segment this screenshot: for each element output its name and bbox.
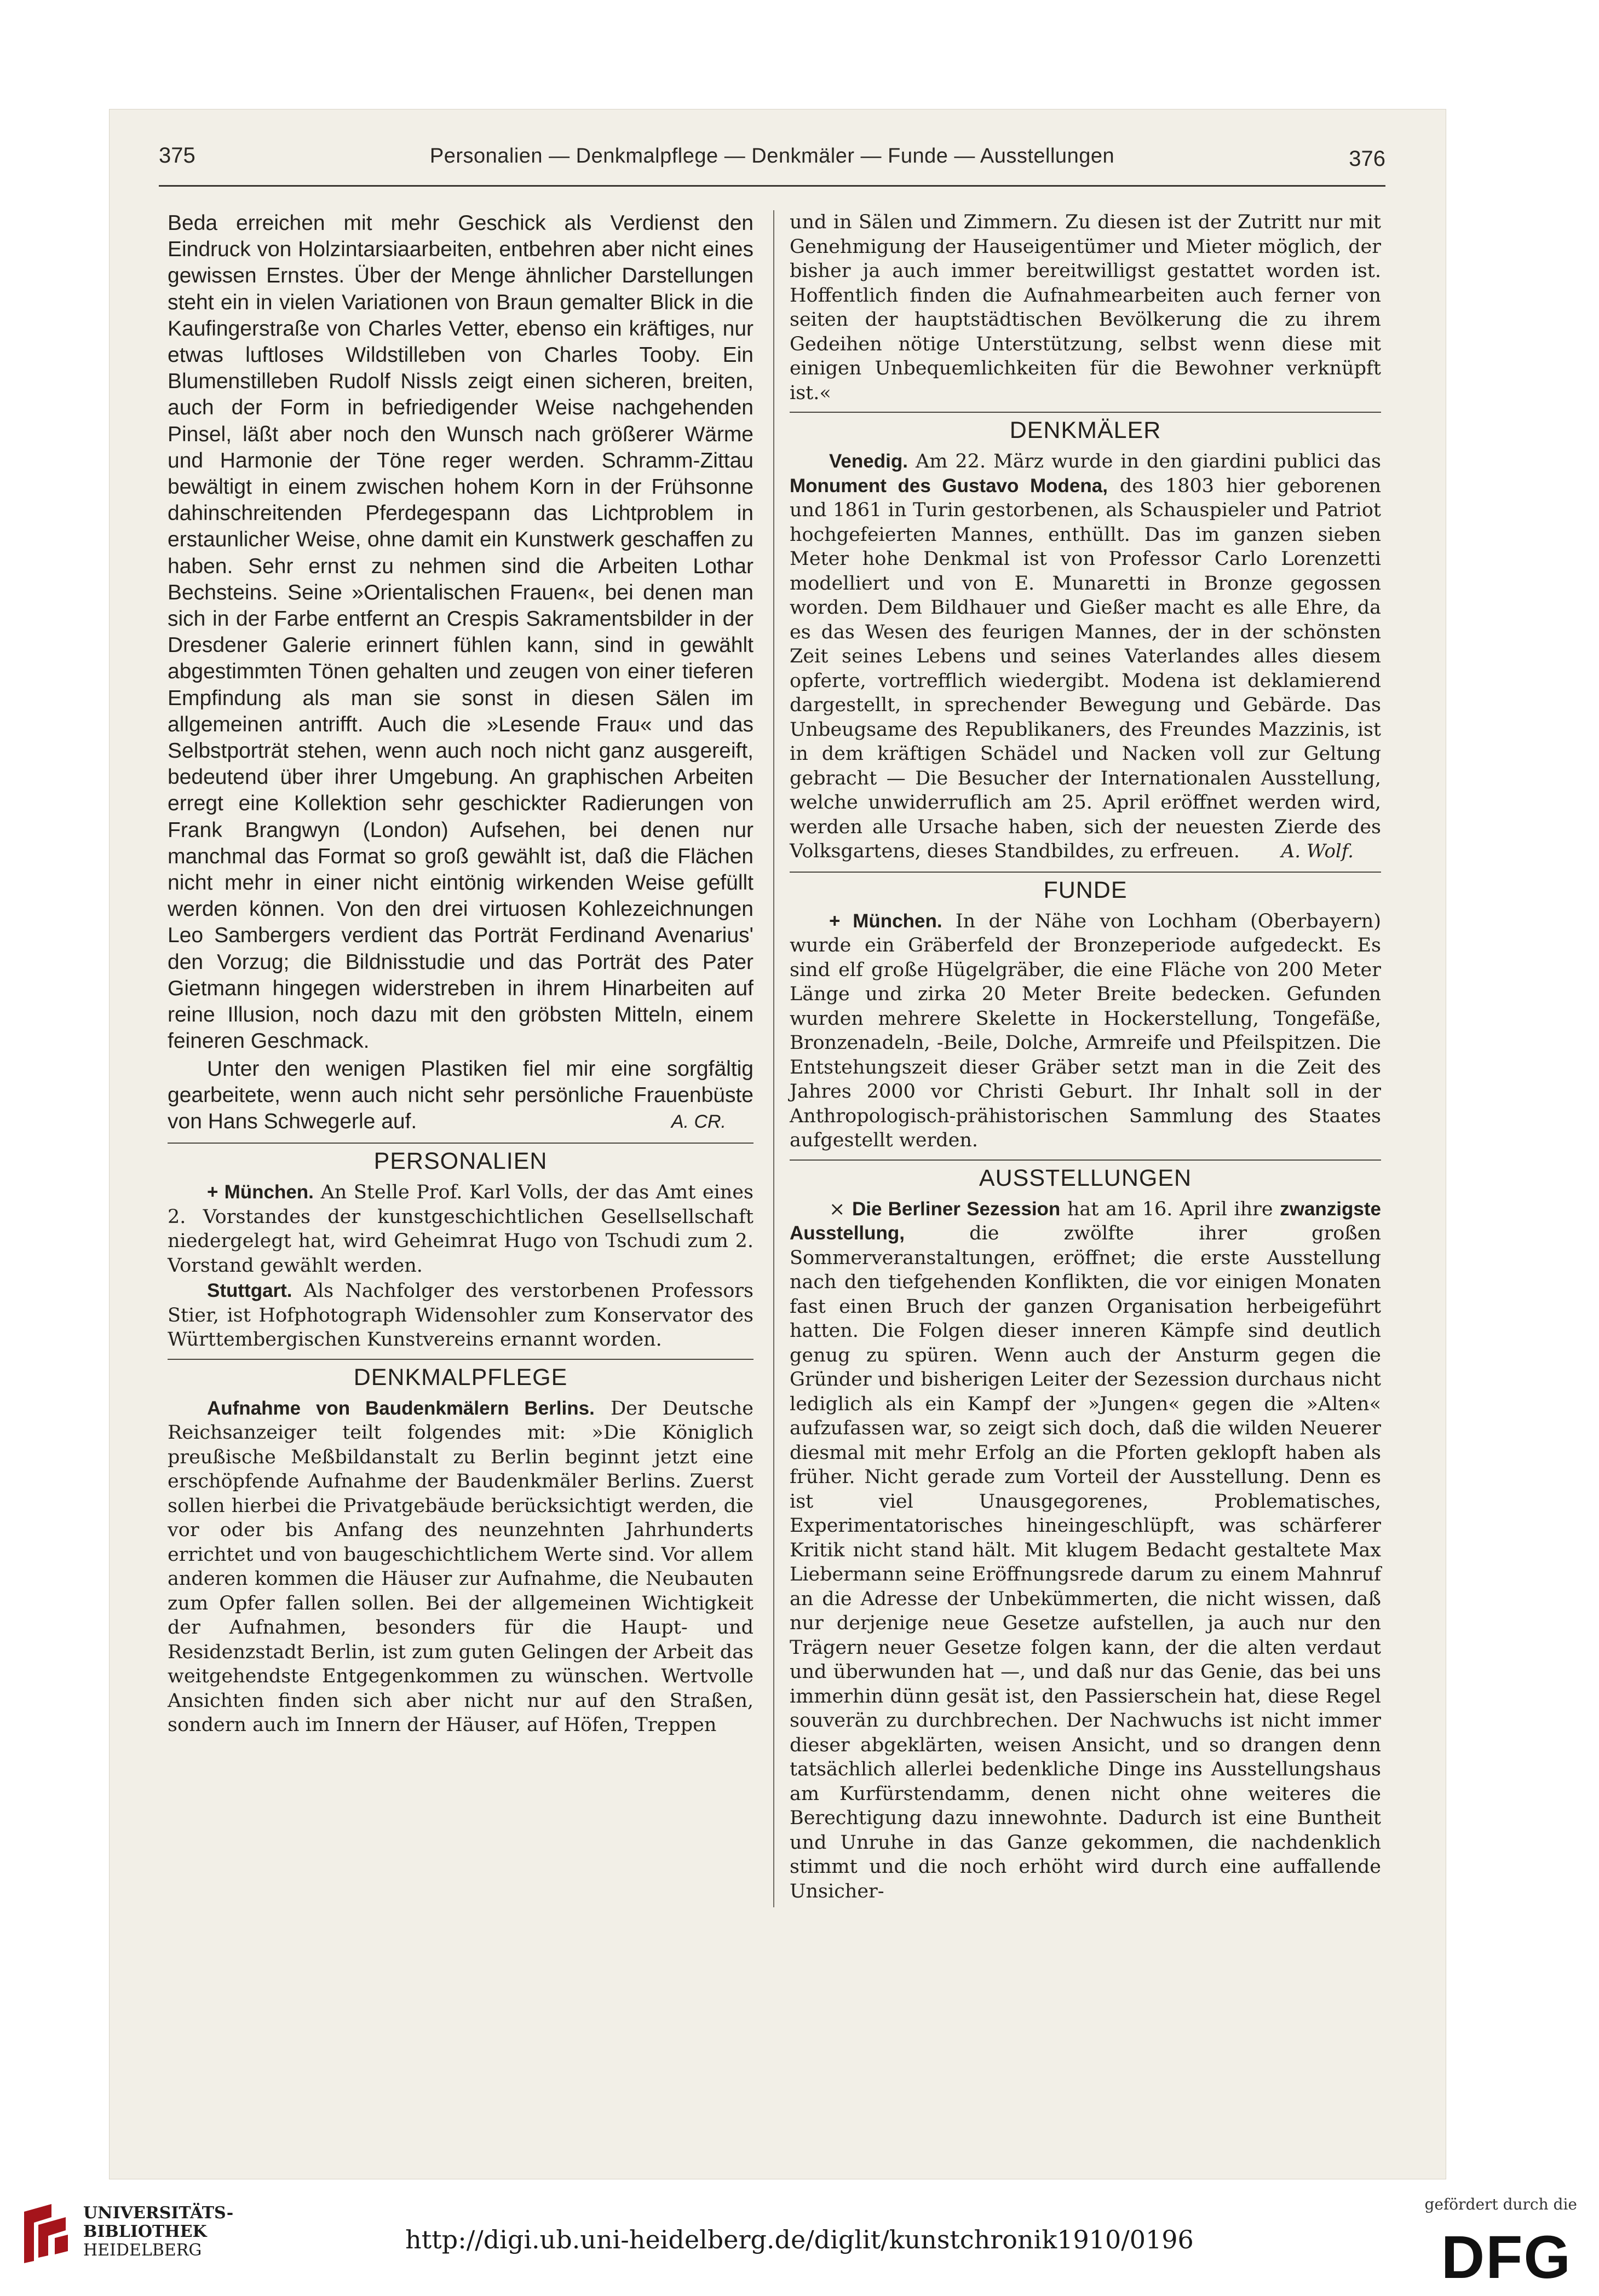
entry-lead-venedig: Venedig.	[829, 451, 908, 472]
section-rule	[790, 412, 1381, 413]
page-number-right: 376	[1349, 147, 1385, 171]
page-header	[159, 142, 1385, 175]
source-url-link[interactable]: http://digi.ub.uni-heidelberg.de/diglit/kunstchronik1910/0196	[405, 2225, 1194, 2254]
entry-text-venedig-a: Am 22. März wurde in den giardini publici das	[915, 451, 1381, 472]
library-name-line2: BIBLIOTHEK	[83, 2222, 207, 2241]
entry-text-muenchen: An Stelle Prof. Karl Volls, der das Amt eines 2. Vorstandes der kunstgeschichtlichen Gesellsellschaft niedergelegt hat, wird Geheimrat Hugo von Tschudi zum 2. Vorstand gewählt werden.	[168, 1181, 754, 1277]
entry-lead-funde-muenchen: + München.	[829, 910, 942, 932]
right-continuation: und in Sälen und Zimmern. Zu diesen ist der Zutritt nur mit Genehmigung der Hauseigentümer und Mieter möglich, der bisher ja auch immer bereitwilligst gestattet worden ist. Hoffentlich finden die Aufnahmearbeiten auch ferner von seiten der hauptstädtischen Bevölkerung die zu ihrem Gedeihen nötige Unterstützung, selbst wenn diese mit einigen Unbequemlichkeiten für die Bewohner verknüpft ist.«	[790, 211, 1381, 404]
left-paragraph-2-text: Unter den wenigen Plastiken fiel mir eine sorgfältig gearbeitete, wenn auch nicht sehr persönliche Frauenbüste von Hans Schwegerle auf.	[168, 1057, 754, 1133]
section-title-ausstellungen: AUSSTELLUNGEN	[979, 1164, 1192, 1191]
section-rule	[790, 872, 1381, 873]
section-title-personalien: PERSONALIEN	[373, 1148, 548, 1175]
denkmalpflege-entry	[168, 1397, 754, 1738]
left-paragraph-1: Beda erreichen mit mehr Geschick als Verdienst den Eindruck von Holzintarsiaarbeiten, entbehren aber nicht eines gewissen Ernstes. Über der Menge ähnlicher Darstellungen steht ein in vielen Variationen von Braun gemalter Blick in die Kaufingerstraße von Charles Vetter, ebenso ein kräftiges, nur etwas luftloses Wildstilleben von Charles Tooby. Ein Blumenstilleben Rudolf Nissls zeigt einen sicheren, breiten, auch der Form in befriedigender Weise nachgehenden Pinsel, läßt aber noch den Wunsch nach größerer Wärme und Harmonie der Töne reger werden. Schramm-Zittau bewältigt in einem zwischen hohem Korn in der Frühsonne dahinschreitenden Pferdegespann das Lichtproblem in erstaunlicher Weise, ohne damit ein Kunstwerk geschaffen zu haben. Sehr ernst zu nehmen sind die Arbeiten Lothar Bechsteins. Seine »Orientalischen Frauen«, bei denen man sich in der Farbe entfernt an Crespis Sakramentsbilder in der Dresdener Galerie erinnert fühlen kann, sind in gewählt abgestimmten Tönen gehalten und zeugen von einer tieferen Empfindung als man sie sonst in diesen Sälen im allgemeinen antrifft. Auch die »Lesende Frau« und das Selbstporträt stehen, wenn auch noch nicht ganz ausgereift, bedeutend über ihrer Umgebung. An graphischen Arbeiten erregt eine Kollektion sehr geschickter Radierungen von Frank Brangwyn (London) Aufsehen, bei denen nur manchmal das Format so groß gewählt ist, daß die Flächen nicht mehr in einer nicht eintönig wirkenden Weise gefüllt werden können. Von den drei virtuosen Kohlezeichnungen Leo Sambergers verdient das Porträt Ferdinand Avenarius' den Vorzug; die Bildnisstudie und das Porträt des Pater Gietmann hingegen widerstreben in ihrem Hinarbeiten auf reine Illusion, noch dazu mit den gröbsten Mitteln, einem feineren Geschmack.	[168, 211, 754, 1053]
signature-wolf: A. Wolf.	[1281, 840, 1354, 862]
entry-text-sezession-b: die zwölfte ihrer großen Sommerveranstaltungen, eröffnet; die erste Ausstellung nach den tiefgehenden Konflikten, die vor einigen Monaten fast einen Bruch der ganzen Organisation herbeigeführt hatten. Die Folgen dieser inneren Kämpfe sind deutlich genug zu spüren. Wenn auch der Ansturm gegen die Gründer und bisherigen Leiter der Sezession durchaus nicht lediglich als ein Kampf der »Jungen« gegen die »Alten« aufzufassen war, so zeigt sich doch, daß die wilden Neuerer diesmal mit mehr Erfolg an die Pforten geklopft haben als früher. Nicht gerade zum Vorteil der Ausstellung. Denn es ist viel Unausgegorenes, Problematisches, Experimentatorisches hineingeschlüpft, was schärferer Kritik nicht stand hält. Mit klugem Bedacht gestaltete Max Liebermann seine Eröffnungsrede darum zu einem Mahnruf an die Adresse der Unbekümmerten, die nicht wissen, daß nur derjenige neue Gesetze aufstellen, ja auch nur den Trägern neuer Gesetze folgen kann, der die alten verdaut und überwunden hat —, und daß nur das Genie, das bei uns immerhin dünn gesät ist, den Passierschein hat, diese Regel souverän zu durchbrechen. Der Nachwuchs ist nicht immer dieser abgeklärten, weisen Ansicht, und so drangen denn tatsächlich allerlei bedenkliche Dinge ins Ausstellungshaus am Kurfürstendamm, denen nicht ohne weiteres die Berechtigung dazu innewohnte. Dadurch ist eine Buntheit und Unruhe in das Ganze gekommen, die nachdenklich stimmt und die noch erhöht wird durch eine auffallende Unsicher-	[790, 1222, 1381, 1902]
funded-by-label: gefördert durch die	[1424, 2195, 1577, 2213]
header-rule	[159, 185, 1385, 187]
entry-lead-baudenkmaeler: Aufnahme von Baudenkmälern Berlins.	[207, 1397, 595, 1419]
left-paragraph-2	[168, 1056, 754, 1135]
denkmaeler-entry	[790, 449, 1381, 864]
section-title-denkmaeler: DENKMÄLER	[1009, 417, 1161, 443]
entry-lead-stuttgart: Stuttgart.	[207, 1280, 292, 1302]
column-divider	[773, 210, 774, 1907]
entry-text-stuttgart: Als Nachfolger des verstorbenen Professors Stier, ist Hofphotograph Widensohler zum Konservator des Württembergischen Kunstvereins ernannt worden.	[168, 1280, 754, 1351]
signature-acr: A. CR.	[671, 1111, 726, 1132]
entry-lead-sezession: Die Berliner Sezession	[852, 1198, 1061, 1220]
right-column	[790, 210, 1381, 1905]
cross-mark: ×	[829, 1198, 845, 1220]
entry-text-funde: In der Nähe von Lochham (Oberbayern) wurde ein Gräberfeld der Bronzeperiode aufgedeckt. Es sind elf große Hügelgräber, die eine Fläche von 200 Meter Länge und zirka 20 Meter Breite bedecken. Gefunden wurden mehrere Skelette in Hockerstellung, Tongefäße, Bronzenadeln, -Beile, Dolche, Armreife und Pfeilspitzen. Die Entstehungszeit dieser Gräber setzt man in die Zeit des Jahres 2000 vor Christi Geburt. Ihr Inhalt soll in der Anthropologisch-prähistorischen Sammlung des Staates aufgestellt werden.	[790, 910, 1381, 1151]
entry-text-sezession-a: hat am 16. April ihre	[1067, 1198, 1273, 1220]
dfg-logo: DFG	[1441, 2224, 1572, 2291]
library-name-line3: HEIDELBERG	[83, 2241, 202, 2260]
personalien-entry-muenchen	[168, 1180, 754, 1278]
personalien-entry-stuttgart	[168, 1279, 754, 1352]
page-number-left: 375	[159, 143, 195, 168]
section-rule	[168, 1143, 754, 1144]
section-title-funde: FUNDE	[1043, 876, 1128, 903]
left-column	[168, 210, 754, 1739]
library-name-line1: UNIVERSITÄTS-	[83, 2203, 234, 2223]
ausstellungen-entry	[790, 1197, 1381, 1904]
entry-monument-name: Monument des Gustavo Modena,	[790, 475, 1108, 497]
section-rule	[168, 1359, 754, 1360]
funde-entry	[790, 909, 1381, 1153]
entry-bold-zwanzigste: zwanzigste Ausstellung,	[790, 1198, 1381, 1244]
running-title: Personalien — Denkmalpflege — Denkmäler — Funde — Ausstellungen	[429, 145, 1115, 168]
section-rule	[790, 1159, 1381, 1161]
entry-text-baudenkmaeler: Der Deutsche Reichsanzeiger teilt folgendes mit: »Die Königlich preußische Meßbildanstalt zu Berlin beginnt jetzt eine erschöpfende Aufnahme der Baudenkmäler Berlins. Zuerst sollen hierbei die Privatgebäude berücksichtigt werden, die vor oder bis Anfang des neunzehnten Jahrhunderts errichtet und von baugeschichtlichem Werte sind. Vor allem anderen kommen die Häuser zur Aufnahme, die Neubauten zum Opfer fallen sollen. Bei der allgemeinen Wichtigkeit der Aufnahmen, besonders für die Haupt- und Residenzstadt Berlin, ist zum guten Gelingen der Arbeit das weitgehendste Entgegenkommen zu wünschen. Wertvolle Ansichten finden sich aber nicht nur auf den Straßen, sondern auch im Innern der Häuser, auf Höfen, Treppen	[168, 1397, 754, 1737]
entry-text-venedig-b: des 1803 hier geborenen und 1861 in Turin gestorbenen, als Schauspieler und Patriot hochgefeierten Mannes, enthüllt. Das im ganzen sieben Meter hohe Denkmal ist von Professor Carlo Lorenzetti modelliert und von E. Munaretti in Bronze gegossen worden. Dem Bildhauer und Gießer macht es alle Ehre, da es das Wesen des feurigen Mannes, der in der schönsten Zeit seines Lebens und seines Vaterlandes alles diesem opferte, vortrefflich wiedergibt. Modena ist deklamierend dargestellt, in sprechender Bewegung und Gebärde. Das Unbeugsame des Republikaners, des Freundes Mazzinis, ist in dem kräftigen Schädel und Nacken voll zur Geltung gebracht — Die Besucher der Internationalen Ausstellung, welche unwiderruflich am 25. April eröffnet werden wird, werden alle Ursache haben, sich der neuesten Zierde des Volksgartens, dieses Standbildes, zu erfreuen.	[790, 475, 1381, 862]
section-title-denkmalpflege: DENKMALPFLEGE	[353, 1364, 568, 1391]
entry-lead-muenchen: + München.	[207, 1181, 314, 1203]
